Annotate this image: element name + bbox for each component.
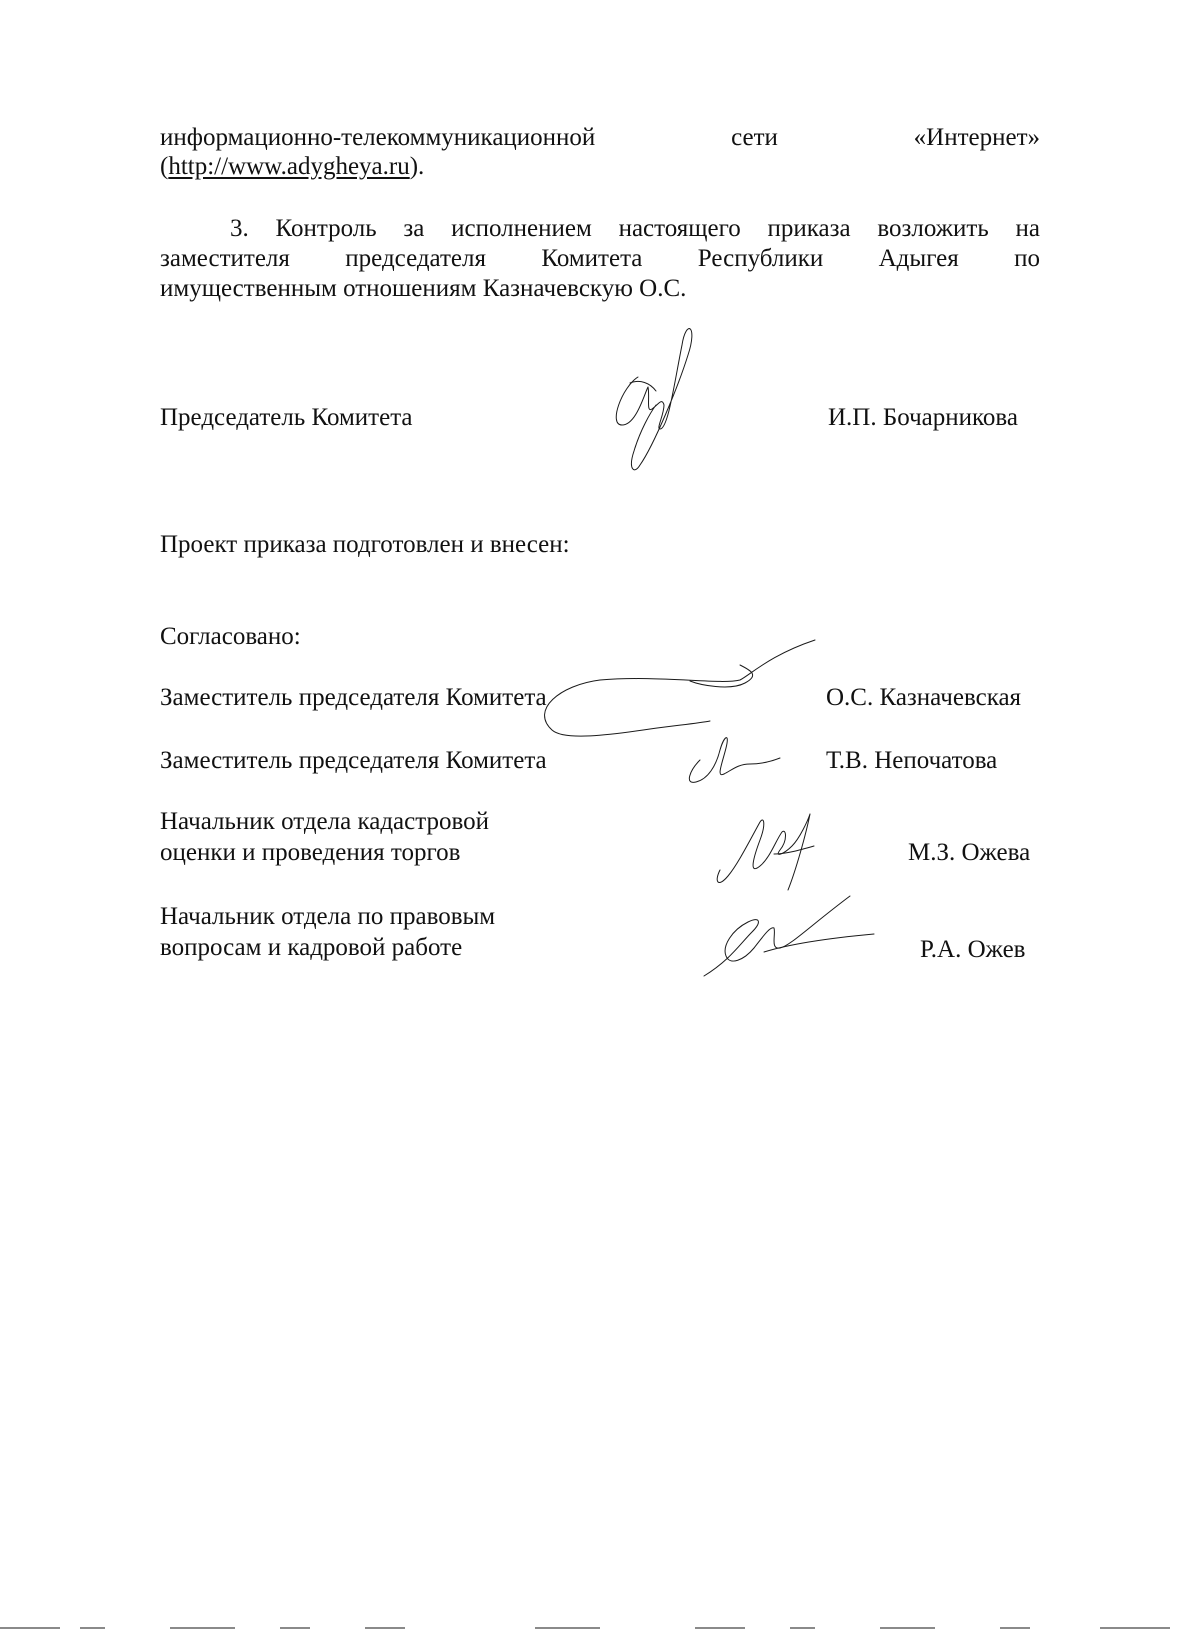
continuation-word-1: информационно-телекоммуникационной [160,124,596,151]
chairman-name: И.П. Бочарникова [828,404,1018,431]
approver-4-title-line-1: Начальник отдела по правовым [160,903,496,930]
project-note: Проект приказа подготовлен и внесен: [160,531,570,558]
chairman-title: Председатель Комитета [160,404,413,431]
approver-3-signature [710,810,830,900]
url-open-paren: ( [160,153,169,180]
continuation-word-3: «Интернет» [913,124,1040,151]
website-link[interactable]: http://www.adygheya.ru [168,153,410,180]
chairman-signature [600,325,710,475]
approver-4-title-line-2: вопросам и кадровой работе [160,934,463,961]
continuation-word-2: сети [731,124,778,151]
approver-2-title: Заместитель председателя Комитета [160,747,547,774]
approver-1-title: Заместитель председателя Комитета [160,684,547,711]
approver-3-title-line-1: Начальник отдела кадастровой [160,808,489,835]
approver-3-name: М.З. Ожева [908,839,1031,866]
approver-4-name: Р.А. Ожев [920,936,1026,963]
item-3-line-1: 3. Контроль за исполнением настоящего приказа возложить на [230,215,1040,242]
item-3-line-3: имущественным отношениям Казначевскую О.С. [160,275,687,302]
url-close-paren: ). [409,153,425,180]
url-line [160,152,424,182]
approver-2-signature [680,730,780,790]
approver-1-name: О.С. Казначевская [826,684,1022,711]
approver-4-signature [700,890,880,980]
approved-label: Согласовано: [160,623,301,650]
approver-1-signature [540,635,830,745]
scan-edge-marks [0,1622,1200,1634]
item-3-line-2: заместителя председателя Комитета Республики Адыгея по [160,245,1040,272]
approver-3-title-line-2: оценки и проведения торгов [160,839,461,866]
item-3-paragraph [160,214,1040,304]
continuation-line [160,123,1040,153]
approver-2-name: Т.В. Непочатова [826,747,998,774]
